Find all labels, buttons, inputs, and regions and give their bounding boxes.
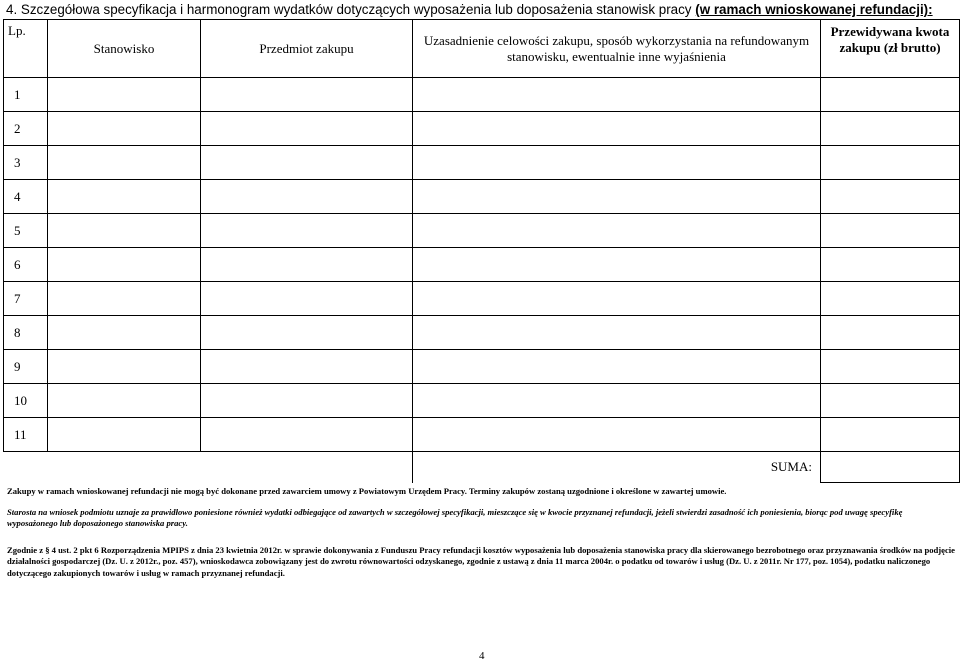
row-number: 7 xyxy=(4,282,48,316)
kwota-cell[interactable] xyxy=(821,112,960,146)
przedmiot-cell[interactable] xyxy=(201,146,413,180)
table-row xyxy=(4,316,960,350)
table-header-row xyxy=(4,20,960,78)
uzasadnienie-cell[interactable] xyxy=(413,248,821,282)
uzasadnienie-cell[interactable] xyxy=(413,180,821,214)
column-header-uzasadnienie: Uzasadnienie celowości zakupu, sposób wykorzystania na refundowanym stanowisku, ewentualnie inne wyjaśnienia xyxy=(413,20,821,78)
kwota-cell[interactable] xyxy=(821,214,960,248)
table-row xyxy=(4,180,960,214)
note-starosta: Starosta na wniosek podmiotu uznaje za prawidłowo poniesione również wydatki odbiegające od zawartych w szczegółowej specyfikacji, mieszczące się w kwocie przyznanej refundacji, jeżeli stwierdzi zasadność ich poniesienia, biorąc pod uwagę specyfikę wyposażonego lub doposażonego stanowiska pracy. xyxy=(7,507,903,529)
column-header-lp: Lp. xyxy=(4,20,48,78)
sum-value-cell[interactable] xyxy=(821,452,960,483)
kwota-cell[interactable] xyxy=(821,180,960,214)
row-number: 11 xyxy=(4,418,48,452)
table-row xyxy=(4,112,960,146)
sum-row xyxy=(4,452,960,483)
row-number: 3 xyxy=(4,146,48,180)
row-number: 6 xyxy=(4,248,48,282)
column-header-stanowisko: Stanowisko xyxy=(48,20,201,78)
table-row xyxy=(4,282,960,316)
table-row xyxy=(4,214,960,248)
row-number: 10 xyxy=(4,384,48,418)
kwota-cell[interactable] xyxy=(821,248,960,282)
row-number: 1 xyxy=(4,78,48,112)
uzasadnienie-cell[interactable] xyxy=(413,146,821,180)
kwota-cell[interactable] xyxy=(821,316,960,350)
uzasadnienie-cell[interactable] xyxy=(413,350,821,384)
page-number: 4 xyxy=(479,650,485,662)
specification-table xyxy=(3,19,960,483)
table-row xyxy=(4,384,960,418)
stanowisko-cell[interactable] xyxy=(48,248,201,282)
stanowisko-cell[interactable] xyxy=(48,214,201,248)
przedmiot-cell[interactable] xyxy=(201,282,413,316)
table-row xyxy=(4,418,960,452)
section-heading xyxy=(6,2,933,17)
kwota-cell[interactable] xyxy=(821,418,960,452)
uzasadnienie-cell[interactable] xyxy=(413,384,821,418)
stanowisko-cell[interactable] xyxy=(48,78,201,112)
row-number: 8 xyxy=(4,316,48,350)
stanowisko-cell[interactable] xyxy=(48,418,201,452)
kwota-cell[interactable] xyxy=(821,78,960,112)
sum-row-spacer xyxy=(4,452,413,483)
kwota-cell[interactable] xyxy=(821,146,960,180)
table-row xyxy=(4,350,960,384)
row-number: 4 xyxy=(4,180,48,214)
przedmiot-cell[interactable] xyxy=(201,180,413,214)
row-number: 5 xyxy=(4,214,48,248)
uzasadnienie-cell[interactable] xyxy=(413,282,821,316)
uzasadnienie-cell[interactable] xyxy=(413,214,821,248)
kwota-cell[interactable] xyxy=(821,282,960,316)
column-header-kwota: Przewidywana kwota zakupu (zł brutto) xyxy=(821,20,960,78)
stanowisko-cell[interactable] xyxy=(48,112,201,146)
row-number: 9 xyxy=(4,350,48,384)
przedmiot-cell[interactable] xyxy=(201,418,413,452)
uzasadnienie-cell[interactable] xyxy=(413,78,821,112)
row-number: 2 xyxy=(4,112,48,146)
stanowisko-cell[interactable] xyxy=(48,350,201,384)
section-heading-highlight: (w ramach wnioskowanej refundacji): xyxy=(695,2,933,17)
stanowisko-cell[interactable] xyxy=(48,146,201,180)
stanowisko-cell[interactable] xyxy=(48,282,201,316)
przedmiot-cell[interactable] xyxy=(201,78,413,112)
note-purchase-timing: Zakupy w ramach wnioskowanej refundacji nie mogą być dokonane przed zawarciem umowy z Powiatowym Urzędem Pracy. Terminy zakupów zostaną uzgodnione i określone w zawartej umowie. xyxy=(7,486,727,496)
przedmiot-cell[interactable] xyxy=(201,350,413,384)
stanowisko-cell[interactable] xyxy=(48,384,201,418)
table-row xyxy=(4,248,960,282)
stanowisko-cell[interactable] xyxy=(48,316,201,350)
kwota-cell[interactable] xyxy=(821,350,960,384)
przedmiot-cell[interactable] xyxy=(201,248,413,282)
stanowisko-cell[interactable] xyxy=(48,180,201,214)
uzasadnienie-cell[interactable] xyxy=(413,112,821,146)
przedmiot-cell[interactable] xyxy=(201,112,413,146)
uzasadnienie-cell[interactable] xyxy=(413,418,821,452)
sum-label: SUMA: xyxy=(413,452,821,483)
table-row xyxy=(4,146,960,180)
column-header-przedmiot: Przedmiot zakupu xyxy=(201,20,413,78)
uzasadnienie-cell[interactable] xyxy=(413,316,821,350)
przedmiot-cell[interactable] xyxy=(201,214,413,248)
przedmiot-cell[interactable] xyxy=(201,384,413,418)
przedmiot-cell[interactable] xyxy=(201,316,413,350)
section-heading-text: 4. Szczegółowa specyfikacja i harmonogram wydatków dotyczących wyposażenia lub doposażenia stanowisk pracy xyxy=(6,2,696,17)
table-row xyxy=(4,78,960,112)
note-regulation: Zgodnie z § 4 ust. 2 pkt 6 Rozporządzenia MPIPS z dnia 23 kwietnia 2012r. w sprawie dokonywania z Funduszu Pracy refundacji kosztów wyposażenia lub doposażenia stanowiska pracy dla skierowanego bezrobotnego oraz przyznawania środków na podjęcie działalności gospodarczej (Dz. U. z 2012r., poz. 457), wnioskodawca zobowiązany jest do zwrotu równowartości odzyskanego, zgodnie z ustawą z dnia 11 marca 2004r. o podatku od towarów i usług (Dz. U. z 2011r. Nr 177, poz. 1054), podatku naliczonego dotyczącego zakupionych towarów i usług w ramach przyznanej refundacji. xyxy=(7,545,955,578)
kwota-cell[interactable] xyxy=(821,384,960,418)
